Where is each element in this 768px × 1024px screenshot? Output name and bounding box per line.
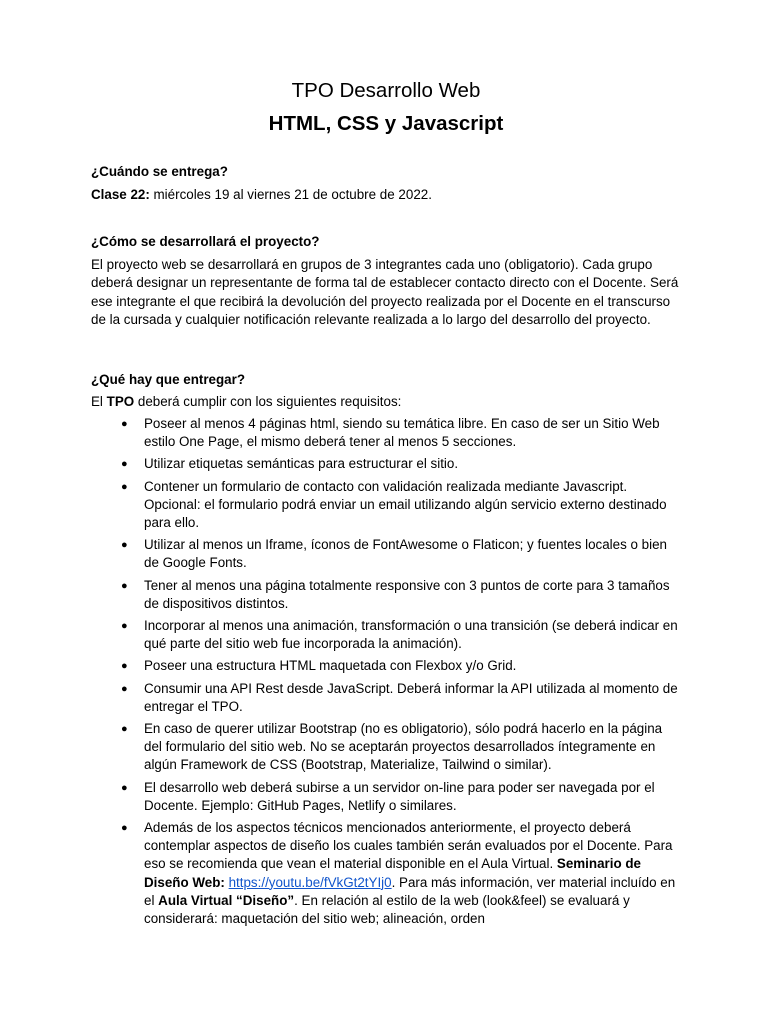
how-heading: ¿Cómo se desarrollará el proyecto? [91,234,320,249]
design-text-3: . En relación al estilo de la web (look&feel) se evaluará y considerará: maquetación del sitio web; alineación, orden [144,892,630,927]
list-item [91,577,681,613]
bullet-icon: ● [121,418,128,430]
when-date: miércoles 19 al viernes 21 de octubre de 2022. [149,187,432,203]
list-item-text: El desarrollo web deberá subirse a un servidor on-line para poder ser navegada por el Docente. Ejemplo: GitHub Pages, Netlify o similares. [144,779,655,813]
list-item-text: Incorporar al menos una animación, transformación o una transición (se deberá indicar en qué parte del sitio web fue incorporada la animación). [144,618,678,652]
how-section [91,233,681,329]
bullet-icon: ● [121,620,128,633]
bullet-icon: ● [121,682,128,695]
bullet-icon: ● [121,579,128,592]
bullet-icon: ● [121,781,128,794]
design-text-1: Además de los aspectos técnicos mencionados anteriormente, el proyecto deberá contemplar aspectos de diseño los cuales también serán evaluados por el Docente. Para eso se recomienda que vean el material disponible en el Aula Virtual. [144,820,673,872]
list-item-text: Poseer una estructura HTML maquetada con Flexbox y/o Grid. [144,658,517,674]
when-section [91,163,681,204]
list-item-text: Consumir una API Rest desde JavaScript. Deberá informar la API utilizada al momento de entregar el TPO. [144,680,678,714]
bullet-icon: ● [121,660,128,673]
design-text-2: . Para más información, ver material incluído en el [144,874,676,908]
what-intro [91,393,681,411]
list-item [91,478,681,533]
list-item-text: Contener un formulario de contacto con validación realizada mediante Javascript. Opcional: el formulario podrá enviar un email utilizando algún servicio externo destinado para ello. [144,478,667,531]
when-heading: ¿Cuándo se entrega? [91,164,228,179]
list-item [91,680,681,716]
list-item [91,415,681,451]
what-intro-pre: El [91,394,107,410]
title-line-1: TPO Desarrollo Web [291,79,481,102]
what-intro-post: deberá cumplir con los siguientes requisitos: [134,394,402,410]
aula-virtual-label: Aula Virtual “Diseño” [158,892,295,908]
requirements-list [91,415,681,932]
what-intro-bold: TPO [106,394,135,410]
when-label: Clase 22: [91,187,150,203]
bullet-icon: ● [121,723,128,736]
document-title [91,76,681,139]
what-heading: ¿Qué hay que entregar? [91,372,246,387]
what-section [91,371,681,411]
list-item-text: Utilizar etiquetas semánticas para estructurar el sitio. [144,456,459,472]
list-item-design [91,819,681,928]
list-item-text: En caso de querer utilizar Bootstrap (no es obligatorio), sólo podrá hacerlo en la página del formulario del sitio web. No se aceptarán proyectos desarrollados íntegramente en algún Framework de CSS (Bootstrap, Materialize, Tailwind o similar). [144,721,663,773]
list-item [91,536,681,572]
title-line-2: HTML, CSS y Javascript [268,112,504,135]
bullet-icon: ● [121,539,128,552]
when-text [91,186,681,204]
bullet-icon: ● [121,480,128,493]
seminar-label: Seminario de Diseño Web: [144,856,641,890]
seminar-link[interactable]: https://youtu.be/fVkGt2tYIj0 [228,874,392,890]
bullet-icon: ● [121,822,128,835]
bullet-icon: ● [121,458,128,471]
list-item [91,617,681,653]
list-item [91,720,681,775]
list-item [91,455,681,473]
list-item [91,657,681,675]
how-text: El proyecto web se desarrollará en grupos de 3 integrantes cada uno (obligatorio). Cada grupo deberá designar un representante de forma tal de establecer contacto directo con el Docente. Será ese integrante el que recibirá la devolución del proyecto realizada por el Docente en el transcurso de la cursada y cualquier notificación relevante realizada a lo largo del desarrollo del proyecto. [91,257,679,327]
list-item [91,779,681,815]
list-item-text: Poseer al menos 4 páginas html, siendo su temática libre. En caso de ser un Sitio Web estilo One Page, el mismo deberá tener al menos 5 secciones. [144,416,660,450]
list-item-text: Utilizar al menos un Iframe, íconos de FontAwesome o Flaticon; y fuentes locales o bien de Google Fonts. [144,537,667,571]
list-item-text: Tener al menos una página totalmente responsive con 3 puntos de corte para 3 tamaños de dispositivos distintos. [144,577,670,611]
